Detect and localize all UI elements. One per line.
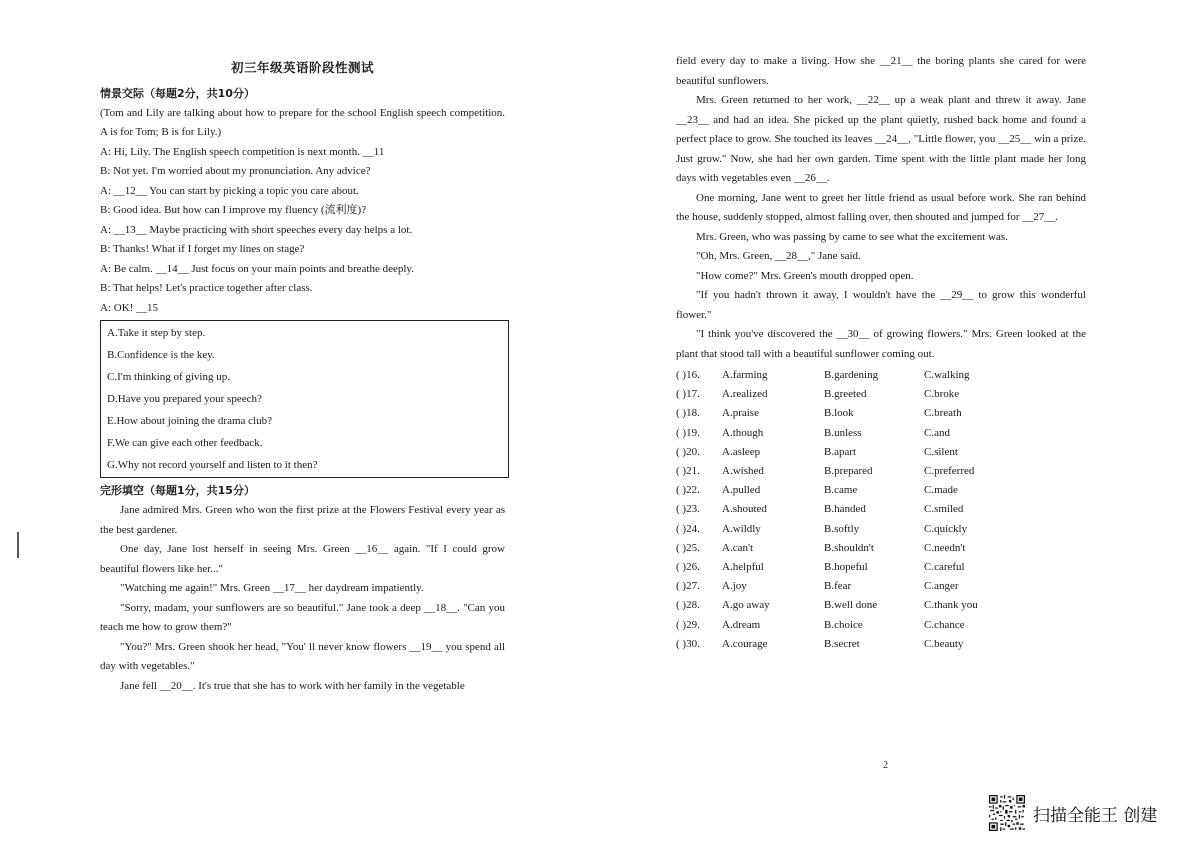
dialogue <box>100 143 505 319</box>
option-b: B.softly <box>824 522 860 535</box>
question-number: ( )19. <box>676 426 700 439</box>
dialogue-line: B: Good idea. But how can I improve my fluency (流利度)? <box>100 204 367 216</box>
option-c: C.and <box>924 426 950 439</box>
question-row <box>676 385 1086 404</box>
question-number: ( )20. <box>676 445 700 458</box>
option-c: C.thank you <box>924 599 978 612</box>
question-row <box>676 443 1086 462</box>
qr-code-icon <box>989 795 1025 831</box>
question-row <box>676 404 1086 423</box>
option-item: E.How about joining the drama club? <box>107 415 272 427</box>
option-a: A.joy <box>722 580 747 593</box>
option-b: B.unless <box>824 426 862 439</box>
passage-paragraph: "Oh, Mrs. Green, __28__," Jane said. <box>696 250 861 262</box>
scanner-watermark <box>989 795 1157 831</box>
question-number: ( )23. <box>676 503 700 516</box>
option-a: A.can't <box>722 541 753 554</box>
option-a: A.realized <box>722 388 768 401</box>
dialogue-line: A: Hi, Lily. The English speech competition is next month. __11 <box>100 145 385 158</box>
option-b: B.came <box>824 484 858 497</box>
dialogue-line: B: That helps! Let's practice together after class. <box>100 282 313 294</box>
scanner-brand-text: 扫描全能王 创建 <box>1033 805 1158 826</box>
dialogue-line: A: __12__ You can start by picking a topic you care about. <box>100 184 359 197</box>
option-a: A.farming <box>722 369 768 381</box>
option-c: C.preferred <box>924 465 975 478</box>
option-c: C.made <box>924 484 958 497</box>
option-b: B.secret <box>824 637 860 650</box>
scan-edge-mark <box>17 532 19 558</box>
passage-paragraph: "I think you've discovered the __30__ of growing flowers." Mrs. Green looked at the plant that stood tall with a beautiful sunflower coming out. <box>676 328 1086 360</box>
dialogue-line: B: Thanks! What if I forget my lines on stage? <box>100 243 305 255</box>
question-number: ( )21. <box>676 465 700 478</box>
question-number: ( )28. <box>676 599 700 612</box>
option-c: C.breath <box>924 407 962 420</box>
option-item: A.Take it step by step. <box>107 327 206 339</box>
question-number: ( )29. <box>676 618 700 631</box>
passage-paragraph: One day, Jane lost herself in seeing Mrs. Green __16__ again. "If I could grow beautiful flowers like her..." <box>100 543 505 575</box>
question-row <box>676 616 1086 635</box>
question-row <box>676 481 1086 500</box>
passage-paragraph: "If you hadn't thrown it away, I wouldn't have the __29__ to grow this wonderful flower." <box>676 289 1086 321</box>
option-b: B.shouldn't <box>824 541 874 554</box>
option-a: A.courage <box>722 637 768 650</box>
option-b: B.gardening <box>824 369 879 381</box>
dialogue-line: B: Not yet. I'm worried about my pronunciation. Any advice? <box>100 165 371 177</box>
question-number: ( )24. <box>676 522 700 535</box>
option-b: B.handed <box>824 503 866 516</box>
question-number: ( )18. <box>676 407 700 420</box>
dialogue-line: A: Be calm. __14__ Just focus on your main points and breathe deeply. <box>100 262 414 275</box>
cloze-passage-right <box>676 52 1086 364</box>
dialogue-line: A: OK! __15 <box>100 301 159 314</box>
option-b: B.prepared <box>824 465 873 478</box>
option-item: G.Why not record yourself and listen to it then? <box>107 459 318 471</box>
option-a: A.wished <box>722 465 764 478</box>
option-c: C.broke <box>924 388 960 401</box>
option-c: C.anger <box>924 580 959 593</box>
option-a: A.shouted <box>722 503 767 516</box>
option-a: A.asleep <box>722 445 761 458</box>
question-row <box>676 635 1086 654</box>
option-a: A.go away <box>722 599 770 612</box>
question-number: ( )25. <box>676 541 700 554</box>
question-row <box>676 462 1086 481</box>
question-row <box>676 424 1086 443</box>
question-number: ( )30. <box>676 637 700 650</box>
question-row <box>676 366 1086 385</box>
section1-intro: (Tom and Lily are talking about how to prepare for the school English speech competition. A is for Tom; B is for Lily.) <box>100 106 505 138</box>
passage-paragraph: "Sorry, madam, your sunflowers are so beautiful." Jane took a deep __18__. "Can you teach me how to grow them?" <box>100 601 505 633</box>
question-row <box>676 520 1086 539</box>
question-row <box>676 596 1086 615</box>
question-row <box>676 539 1086 558</box>
page-number: 2 <box>883 760 888 771</box>
options-box <box>100 320 509 478</box>
option-b: B.look <box>824 407 854 420</box>
passage-paragraph: "How come?" Mrs. Green's mouth dropped open. <box>696 269 914 282</box>
page-title: 初三年级英语阶段性测试 <box>230 60 374 75</box>
passage-paragraph: field every day to make a living. How she __21__ the boring plants she cared for were beautiful sunflowers. <box>676 55 1086 87</box>
option-a: A.though <box>722 426 764 439</box>
option-a: A.dream <box>722 618 761 631</box>
option-b: B.greeted <box>824 388 867 401</box>
option-c: C.needn't <box>924 541 966 554</box>
option-c: C.walking <box>924 369 970 381</box>
passage-paragraph: Mrs. Green, who was passing by came to see what the excitement was. <box>696 230 1008 243</box>
option-a: A.praise <box>722 407 759 420</box>
option-c: C.smiled <box>924 503 964 516</box>
option-item: B.Confidence is the key. <box>107 349 215 361</box>
option-c: C.careful <box>924 561 965 574</box>
passage-paragraph: "Watching me again!" Mrs. Green __17__ her daydream impatiently. <box>120 582 424 594</box>
question-table <box>676 366 1086 654</box>
cloze-passage-left <box>100 501 505 696</box>
passage-paragraph: One morning, Jane went to greet her little friend as usual before work. She ran behind the house, suddenly stopped, almost falling over, then shouted and jumped for __27__. <box>676 191 1086 223</box>
section2-heading: 完形填空（每题1分，共15分） <box>100 484 255 497</box>
passage-paragraph: Jane fell __20__. It's true that she has to work with her family in the vegetable <box>120 679 465 692</box>
option-c: C.chance <box>924 618 965 631</box>
question-number: ( )17. <box>676 388 700 401</box>
option-a: A.wildly <box>722 522 761 535</box>
passage-paragraph: Jane admired Mrs. Green who won the first prize at the Flowers Festival every year as the best gardener. <box>100 504 505 536</box>
option-b: B.apart <box>824 445 857 458</box>
question-number: ( )27. <box>676 580 700 593</box>
passage-paragraph: "You?" Mrs. Green shook her head, "You' ll never know flowers __19__ you spend all day with vegetables." <box>100 640 505 672</box>
option-b: B.choice <box>824 618 863 631</box>
option-c: C.silent <box>924 445 958 458</box>
option-b: B.hopeful <box>824 561 868 574</box>
option-item: F.We can give each other feedback. <box>107 437 263 449</box>
question-number: ( )16. <box>676 369 700 381</box>
question-number: ( )22. <box>676 484 700 497</box>
option-b: B.well done <box>824 599 878 612</box>
option-c: C.quickly <box>924 522 968 535</box>
question-row <box>676 558 1086 577</box>
right-column <box>676 52 1086 654</box>
option-b: B.fear <box>824 580 852 593</box>
question-row <box>676 577 1086 596</box>
option-a: A.pulled <box>722 484 761 497</box>
dialogue-line: A: __13__ Maybe practicing with short speeches every day helps a lot. <box>100 223 413 236</box>
question-row <box>676 500 1086 519</box>
section1-heading: 情景交际（每题2分，共10分） <box>100 86 255 100</box>
question-number: ( )26. <box>676 561 700 574</box>
option-item: C.I'm thinking of giving up. <box>107 371 230 383</box>
option-a: A.helpful <box>722 561 764 574</box>
left-column <box>100 58 505 696</box>
passage-paragraph: Mrs. Green returned to her work, __22__ up a weak plant and threw it away. Jane __23__ and had an idea. She picked up the plant quietly, rushed back home and found a perfect place to grow. She touched its leaves __24__, "Little flower, you __25__ win a prize. Just grow." Now, she had her own garden. Time spent with the little plant made her long days with vegetables even __26__. <box>676 94 1086 184</box>
option-c: C.beauty <box>924 637 964 650</box>
option-item: D.Have you prepared your speech? <box>107 393 262 405</box>
